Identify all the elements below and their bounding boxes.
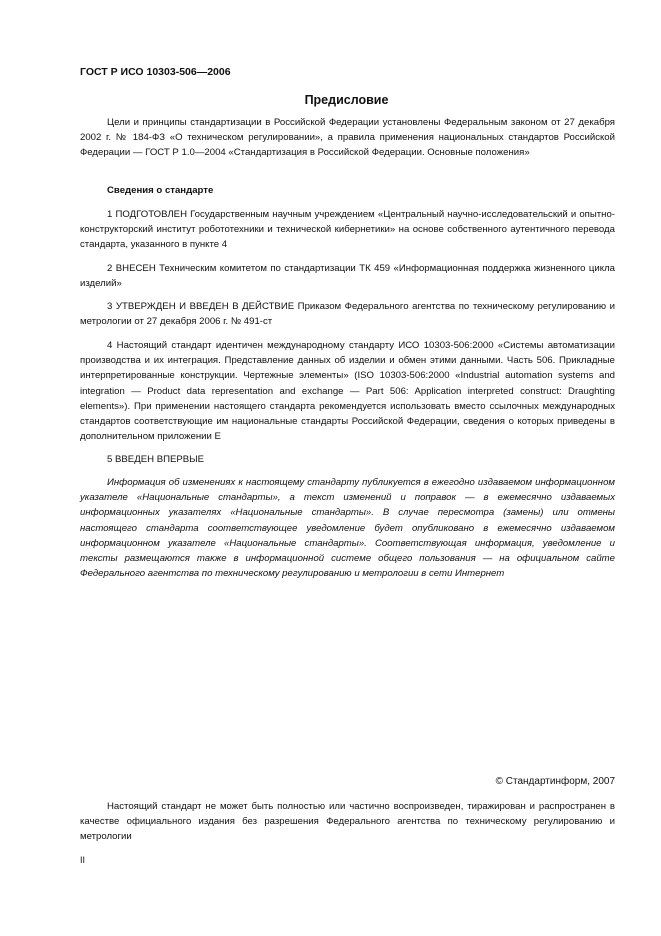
legal-notice: Настоящий стандарт не может быть полностью или частично воспроизведен, тиражирован и распространен в качестве официального издания без разрешения Федерального агентства по техническому регулированию и метрологии — [80, 801, 615, 843]
document-header: ГОСТ Р ИСО 10303-506—2006 — [80, 66, 231, 78]
copyright-line: © Стандартинформ, 2007 — [495, 776, 615, 787]
page-number: II — [80, 855, 86, 865]
info-heading: Сведения о стандарте — [107, 185, 214, 196]
item-3: 3 УТВЕРЖДЕН И ВВЕДЕН В ДЕЙСТВИЕ Приказом Федерального агентства по техническому регулированию и метрологии от 27 декабря 2006 г. № 491-ст — [80, 301, 615, 328]
item-5: 5 ВВЕДЕН ВПЕРВЫЕ — [107, 454, 205, 465]
info-note: Информация об изменениях к настоящему стандарту публикуется в ежегодно издаваемом информационном указателе «Национальные стандарты», а текст изменений и поправок — в ежемесячно издаваемых информационных указателях «Национальные стандарты». В случае пересмотра (замены) или отмены настоящего стандарта соответствующее уведомление будет опубликовано в ежемесячно издаваемом информационном указателе «Национальные стандарты». Соответствующая информация, уведомление и тексты размещаются также в информационной системе общего пользования — на официальном сайте Федерального агентства по техническому регулированию и метрологии в сети Интернет — [80, 477, 615, 580]
item-2: 2 ВНЕСЕН Техническим комитетом по стандартизации ТК 459 «Информационная поддержка жизненного цикла изделий» — [80, 263, 615, 290]
item-1: 1 ПОДГОТОВЛЕН Государственным научным учреждением «Центральный научно-исследовательский и опытно-конструкторский институт робототехники и технической кибернетики» на основе собственного аутентичного перевода стандарта, указанного в пункте 4 — [80, 209, 615, 251]
intro-paragraph: Цели и принципы стандартизации в Российской Федерации установлены Федеральным законом от 27 декабря 2002 г. № 184-ФЗ «О техническом регулировании», а правила применения национальных стандартов Российской Федерации — ГОСТ Р 1.0—2004 «Стандартизация в Российской Федерации. Основные положения» — [80, 117, 615, 159]
page-title: Предисловие — [304, 93, 389, 107]
item-4: 4 Настоящий стандарт идентичен международному стандарту ИСО 10303-506:2000 «Системы автоматизации производства и их интеграция. Представление данных об изделии и обмен этими данными. Часть 506. Прикладные интерпретированные конструкции. Чертежные элементы» (ISO 10303-506:2000 «Industrial automation systems and integration — Product data representation and exchange — Part 506: Application interpreted construct: Draughting elements»). При применении настоящего стандарта рекомендуется использовать вместо ссылочных международных стандартов соответствующие им национальные стандарты Российской Федерации, сведения о которых приведены в дополнительном приложении Е — [80, 340, 615, 443]
